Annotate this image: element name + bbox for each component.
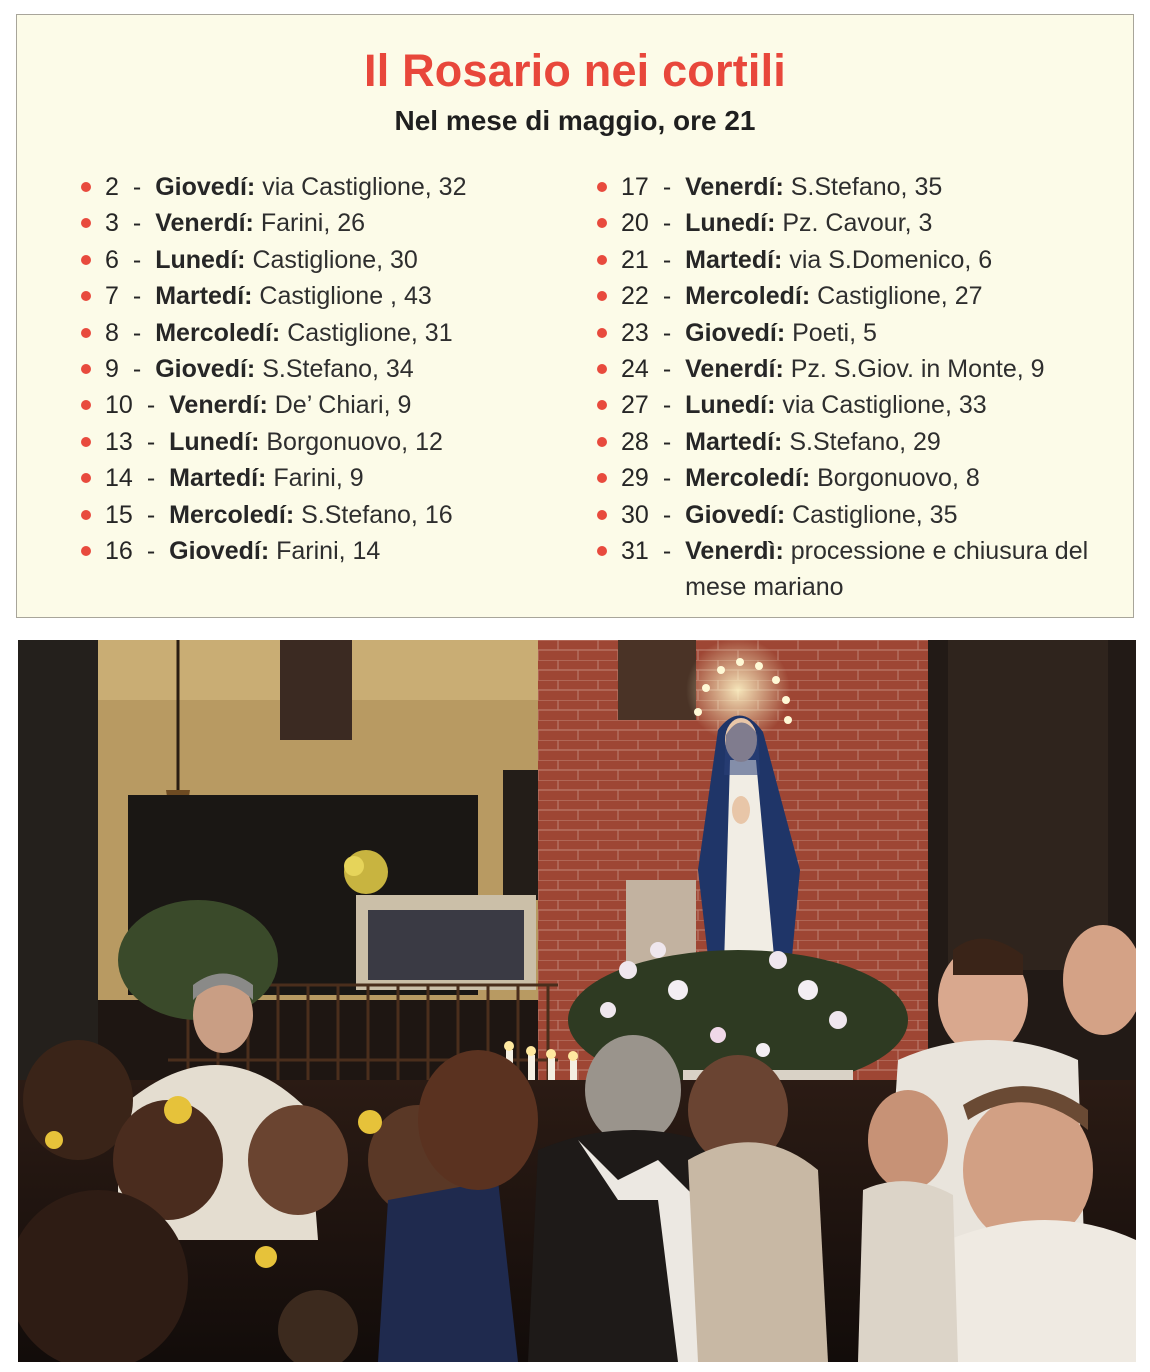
schedule-entry [597, 533, 1117, 605]
entry-place: S.Stefano, 29 [789, 427, 941, 456]
entry-date: 30 [621, 500, 649, 529]
schedule-entry [597, 205, 1117, 241]
schedule-entry [597, 169, 1117, 205]
bullet-icon [597, 291, 607, 301]
entry-place: Castiglione, 35 [792, 500, 958, 529]
bullet-icon [81, 291, 91, 301]
entry-date: 27 [621, 391, 649, 420]
entry-date: 28 [621, 427, 649, 456]
bullet-icon [81, 473, 91, 483]
entry-separator: - [132, 318, 142, 347]
bullet-icon [597, 218, 607, 228]
entry-day: Mercoledí: [685, 464, 811, 493]
schedule-entry [81, 533, 581, 569]
entry-place: Pz. S.Giov. in Monte, 9 [790, 354, 1045, 383]
entry-day: Venerdì: [685, 536, 784, 565]
entry-date: 9 [105, 354, 119, 383]
schedule-entry [81, 169, 581, 205]
painting [280, 640, 352, 740]
entry-date: 29 [621, 464, 649, 493]
bullet-icon [597, 510, 607, 520]
entry-day: Venerdí: [685, 354, 784, 383]
entry-place: Farini, 9 [273, 464, 364, 493]
entry-separator: - [146, 536, 156, 565]
entry-day: Giovedí: [155, 354, 256, 383]
entry-separator: - [662, 464, 672, 493]
entry-day: Lunedí: [169, 427, 260, 456]
entry-date: 24 [621, 354, 649, 383]
bullet-icon [81, 255, 91, 265]
entry-separator: - [146, 391, 156, 420]
schedule-entry [81, 205, 581, 241]
schedule-entry [597, 242, 1117, 278]
entry-date: 23 [621, 318, 649, 347]
entry-date: 2 [105, 173, 119, 201]
entry-day: Lunedí: [685, 209, 776, 238]
entry-separator: - [132, 245, 142, 274]
entry-place: Borgonuovo, 8 [817, 464, 980, 493]
entry-date: 6 [105, 245, 119, 274]
schedule-entry [81, 351, 581, 387]
entry-day: Martedí: [685, 245, 783, 274]
entry-day: Martedí: [685, 427, 783, 456]
schedule-entry [81, 497, 581, 533]
entry-separator: - [662, 318, 672, 347]
rosary-schedule-panel [16, 14, 1134, 618]
schedule-entry [81, 315, 581, 351]
schedule-right-column [597, 169, 1117, 605]
page-subtitle: Nel mese di maggio, ore 21 [394, 105, 756, 136]
entry-day: Venerdí: [685, 173, 784, 201]
entry-place: Castiglione, 31 [287, 318, 453, 347]
entry-date: 13 [105, 427, 133, 456]
entry-day: Giovedí: [155, 173, 256, 201]
schedule-entry [597, 497, 1117, 533]
entry-day: Mercoledí: [685, 282, 811, 311]
entry-place: Poeti, 5 [792, 318, 877, 347]
entry-place: Castiglione, 27 [817, 282, 983, 311]
entry-date: 17 [621, 173, 649, 201]
rosary-photo [18, 640, 1136, 1362]
schedule-entry [81, 424, 581, 460]
schedule-entry [597, 315, 1117, 351]
schedule-entry [597, 351, 1117, 387]
entry-date: 16 [105, 536, 133, 565]
entry-place: Farini, 14 [276, 536, 381, 565]
entry-separator: - [132, 209, 142, 238]
bullet-icon [81, 218, 91, 228]
entry-separator: - [132, 173, 142, 201]
entry-date: 10 [105, 391, 133, 420]
entry-date: 22 [621, 282, 649, 311]
entry-place: S.Stefano, 16 [301, 500, 453, 529]
schedule-entry [597, 424, 1117, 460]
entry-place: S.Stefano, 35 [790, 173, 943, 201]
entry-separator: - [662, 500, 672, 529]
entry-day: Venerdí: [155, 209, 254, 238]
entry-separator: - [662, 209, 672, 238]
entry-place: S.Stefano, 34 [262, 354, 414, 383]
entry-date: 8 [105, 318, 119, 347]
entry-date: 20 [621, 209, 649, 238]
entry-day: Mercoledí: [169, 500, 295, 529]
entry-separator: - [146, 464, 156, 493]
entry-place: Pz. Cavour, 3 [782, 209, 933, 238]
entry-place: De’ Chiari, 9 [274, 391, 412, 420]
entry-separator: - [662, 245, 672, 274]
entry-separator: - [146, 427, 156, 456]
schedule-entry [81, 387, 581, 423]
entry-date: 3 [105, 209, 119, 238]
entry-place: via Castiglione, 32 [262, 173, 467, 201]
entry-day: Venerdí: [169, 391, 268, 420]
entry-day: Lunedí: [155, 245, 246, 274]
schedule-entry [81, 242, 581, 278]
entry-separator: - [662, 173, 672, 201]
bullet-icon [81, 437, 91, 447]
entry-separator: - [662, 282, 672, 311]
entry-separator: - [146, 500, 156, 529]
entry-day: Mercoledí: [155, 318, 281, 347]
entry-day: Giovedí: [169, 536, 270, 565]
entry-day: Martedí: [155, 282, 253, 311]
bullet-icon [81, 510, 91, 520]
entry-date: 7 [105, 282, 119, 311]
church-interior-photo [18, 640, 1136, 1362]
bullet-icon [597, 255, 607, 265]
schedule-entry [597, 278, 1117, 314]
entry-separator: - [132, 354, 142, 383]
schedule-entry [597, 387, 1117, 423]
bullet-icon [597, 400, 607, 410]
entry-date: 15 [105, 500, 133, 529]
entry-separator: - [662, 427, 672, 456]
crucifix [618, 640, 696, 720]
bullet-icon [81, 400, 91, 410]
schedule-entry [81, 278, 581, 314]
entry-day: Giovedí: [685, 500, 786, 529]
bullet-icon [597, 546, 607, 556]
schedule-entry [81, 460, 581, 496]
entry-day: Martedí: [169, 464, 267, 493]
entry-separator: - [132, 282, 142, 311]
entry-day: Giovedí: [685, 318, 786, 347]
entry-separator: - [662, 354, 672, 383]
schedule-entry [597, 460, 1117, 496]
entry-day: Lunedí: [685, 391, 776, 420]
bullet-icon [597, 364, 607, 374]
entry-date: 21 [621, 245, 649, 274]
entry-separator: - [662, 536, 672, 565]
bullet-icon [597, 437, 607, 447]
bullet-icon [81, 182, 91, 192]
schedule-left-column [81, 169, 581, 569]
entry-place: processione e chiusura del mese mariano [685, 536, 1089, 601]
bullet-icon [81, 328, 91, 338]
bullet-icon [597, 328, 607, 338]
entry-place: Farini, 26 [260, 209, 366, 238]
entry-place: via S.Domenico, 6 [789, 245, 993, 274]
bullet-icon [81, 546, 91, 556]
entry-place: Castiglione, 30 [252, 245, 418, 274]
bullet-icon [597, 182, 607, 192]
page-title: Il Rosario nei cortili [364, 45, 786, 96]
entry-date: 14 [105, 464, 133, 493]
entry-place: Castiglione , 43 [259, 282, 432, 311]
entry-place: Borgonuovo, 12 [266, 427, 443, 456]
entry-place: via Castiglione, 33 [782, 391, 987, 420]
entry-date: 31 [621, 536, 649, 565]
entry-separator: - [662, 391, 672, 420]
bullet-icon [81, 364, 91, 374]
bullet-icon [597, 473, 607, 483]
